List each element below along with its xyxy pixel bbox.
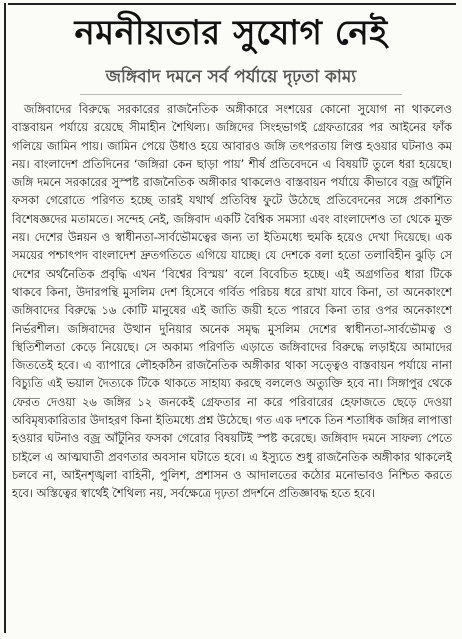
article-body-paragraph: জঙ্গিবাদের বিরুদ্ধে সরকারের রাজনৈতিক অঙ্গীকারে সংশয়ের কোনো সুযোগ না থাকলেও বাস্তবায়ন পর্যায়ে রয়েছে সীমাহীন শৈথিল্য। জঙ্গিদের সিংহভাগই গ্রেফতারের পর আইনের ফাঁক গলিয়ে জামিন পায়। জামিন পেয়ে উধাও হয়ে আবারও জঙ্গি তৎপরতায় লিপ্ত হওয়ার ঘটনাও কম নয়। বাংলাদেশ প্রতিদিনের ‘জঙ্গিরা কেন ছাড়া পায়’ শীর্ষ প্রতিবেদনে এ বিষয়টি তুলে ধরা হয়েছে। জঙ্গি দমনে সরকারের সুস্পষ্ট রাজনৈতিক অঙ্গীকার থাকলেও বাস্তবায়ন পর্যায়ে কীভাবে বজ্র আঁটুনি ফসকা গেরোতে পরিণত হচ্ছে তারই যথার্থ প্রতিবিম্ব ফুটে উঠেছে প্রতিবেদনের সঙ্গে প্রকাশিত বিশেষজ্ঞদের মতামতে। সন্দেহ নেই, জঙ্গিবাদ একটি বৈশ্বিক সমস্যা এবং বাংলাদেশও তা থেকে মুক্ত নয়। দেশের উন্নয়ন ও স্বাধীনতা-সার্বভৌমত্বের জন্য তা ইতিমধ্যে হুমকি হয়েও দেখা দিয়েছে। এক সময়ের পশ্চাৎপদ বাংলাদেশ দ্রুতগতিতে এগিয়ে যাচ্ছে। যে দেশকে বলা হতো তলাবিহীন ঝুড়ি সে দেশের অর্থনৈতিক প্রবৃদ্ধি এখন ‘বিশ্বের বিস্ময়’ বলে বিবেচিত হচ্ছে। এই অগ্রগতির ধারা টিকে থাকবে কিনা, উদারপন্থি মুসলিম দেশ হিসেবে গর্বিত পরিচয় ধরে রাখা যাবে কিনা, তা অনেকাংশে জঙ্গিবাদের বিরুদ্ধে ১৬ কোটি মানুষের এই জাতি জয়ী হতে পারবে কিনা তার ওপর অনেকাংশে নির্ভরশীল। জঙ্গিবাদের উত্থান দুনিয়ার অনেক সমৃদ্ধ মুসলিম দেশের স্বাধীনতা-সার্বভৌমত্ব ও স্থিতিশীলতা কেড়ে নিয়েছে। সে অকাম্য পরিণতি এড়াতে জঙ্গিবাদের বিরুদ্ধে লড়াইয়ে আমাদের জিততেই হবে। এ ব্যাপারে লৌহকঠিন রাজনৈতিক অঙ্গীকার থাকা সত্ত্বেও বাস্তবায়ন পর্যায়ে নানা বিচ্যুতি এই ভয়াল দৈত্যকে টিকে থাকতে সাহায্য করছে বললেও অত্যুক্তি হবে না। সিঙ্গাপুর থেকে ফেরত দেওয়া ২৬ জঙ্গির ১২ জনকেই গ্রেফতার না করে পরিবারের হেফাজতে ছেড়ে দেওয়া অবিমৃষ্যকারিতার উদাহরণ কিনা ইতিমধ্যে প্রশ্ন উঠেছে। গত এক দশকে তিন শতাধিক জঙ্গির লাপাত্তা হওয়ার ঘটনাও বজ্র আঁটুনির ফসকা গেরোর বিষয়টিই স্পষ্ট করেছে। জঙ্গিবাদ দমনে সাফল্য পেতে চাইলে এ আত্মঘাতী প্রবণতার অবসান ঘটাতে হবে। এ ইস্যুতে শুধু রাজনৈতিক অঙ্গীকার থাকলেই চলবে না, আইনশৃঙ্খলা বাহিনী, পুলিশ, প্রশাসন ও আদালতের কঠোর মনোভাবও নিশ্চিত করতে হবে। অস্তিত্বের স্বার্থেই শৈথিল্য নয়, সর্বক্ষেত্রে দৃঢ়তা প্রদর্শনে প্রতিজ্ঞাবদ্ধ হতে হবে। [12, 102, 452, 501]
subheadline-divider [80, 94, 402, 95]
article-subheadline: জঙ্গিবাদ দমনে সর্ব পর্যায়ে দৃঢ়তা কাম্য [105, 67, 357, 87]
article-body [12, 100, 452, 633]
article-headline: নমনীয়তার সুযোগ নেই [74, 13, 388, 53]
left-border-rule [4, 3, 6, 633]
top-border-rule [8, 3, 456, 5]
